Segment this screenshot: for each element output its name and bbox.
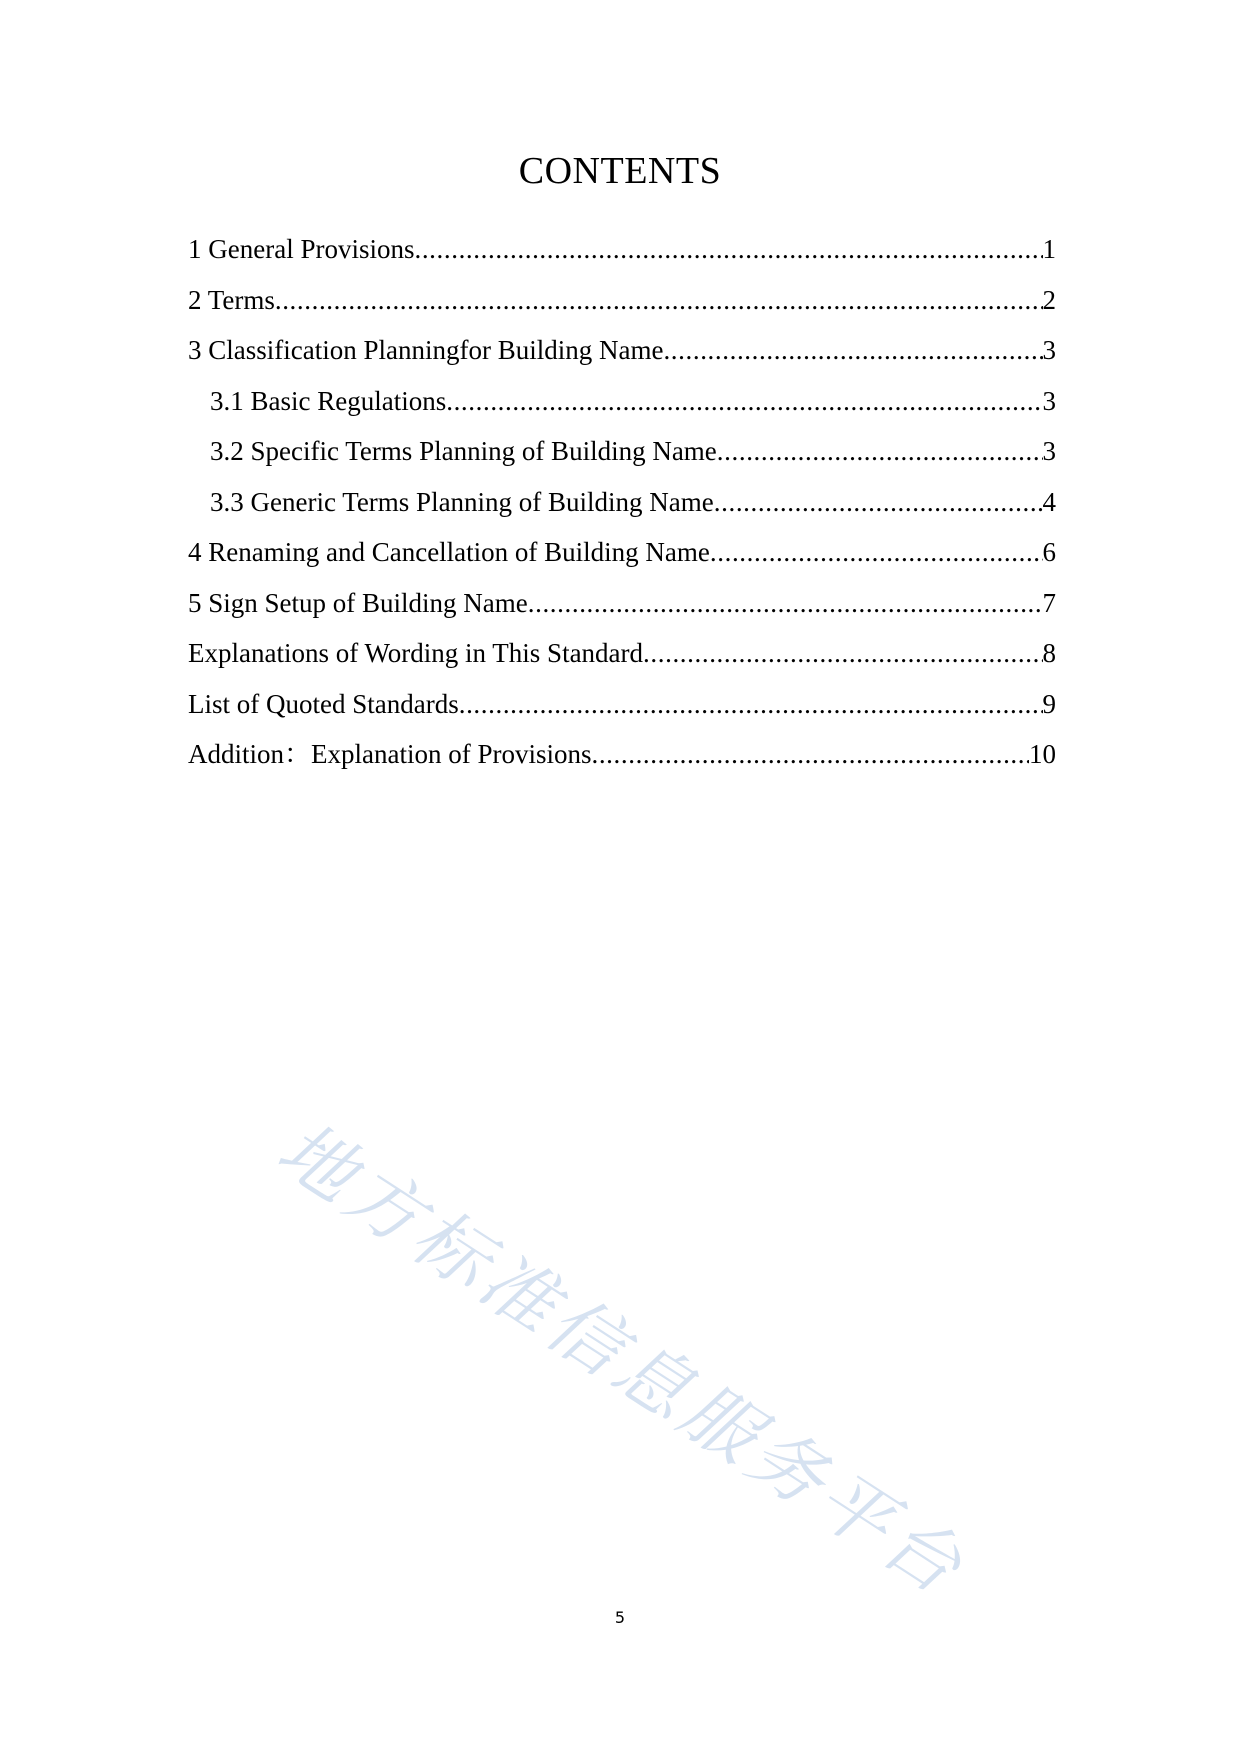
watermark: 地方标准信息服务平台 bbox=[262, 1105, 981, 1614]
toc-entry-page: 1 bbox=[1042, 234, 1056, 264]
toc-entry-generic-terms-planning[interactable] bbox=[188, 484, 1056, 535]
toc-entry-title: 1 General Provisions bbox=[188, 234, 415, 264]
toc-entry-title: 3 Classification Planningfor Building Name bbox=[188, 335, 664, 365]
page-number: 5 bbox=[614, 1608, 626, 1627]
toc-entry-title: 4 Renaming and Cancellation of Building Name bbox=[188, 537, 710, 567]
toc-entry-general-provisions[interactable] bbox=[188, 231, 1056, 282]
toc-entry-title: 5 Sign Setup of Building Name bbox=[188, 587, 528, 618]
toc-entry-page: 6 bbox=[1042, 537, 1056, 567]
page-title: CONTENTS bbox=[518, 150, 722, 192]
toc-dot-leader bbox=[528, 585, 1043, 621]
toc-entry-page: 7 bbox=[1042, 587, 1056, 618]
toc-entry-quoted-standards[interactable] bbox=[188, 686, 1056, 737]
toc-entry-terms[interactable] bbox=[188, 282, 1056, 333]
toc-entry-title: 3.2 Specific Terms Planning of Building Name bbox=[210, 436, 717, 466]
toc-entry-classification-planning[interactable] bbox=[188, 332, 1056, 383]
toc-dot-leader bbox=[446, 383, 1042, 419]
toc-dot-leader bbox=[710, 534, 1043, 570]
toc-dot-leader bbox=[275, 282, 1043, 318]
toc-dot-leader bbox=[459, 686, 1043, 722]
table-of-contents bbox=[188, 231, 1056, 787]
toc-dot-leader bbox=[663, 332, 1042, 368]
toc-dot-leader bbox=[414, 231, 1042, 267]
toc-entry-basic-regulations[interactable] bbox=[188, 383, 1056, 434]
toc-entry-title: 2 Terms bbox=[188, 284, 275, 315]
toc-entry-page: 2 bbox=[1042, 284, 1056, 315]
toc-dot-leader bbox=[717, 433, 1043, 469]
toc-entry-page: 4 bbox=[1042, 486, 1056, 517]
toc-entry-title: 3.1 Basic Regulations bbox=[210, 385, 447, 416]
toc-entry-title: Addition：Explanation of Provisions bbox=[188, 739, 592, 769]
toc-entry-page: 3 bbox=[1042, 385, 1056, 416]
toc-entry-page: 3 bbox=[1042, 335, 1056, 365]
toc-entry-title: Explanations of Wording in This Standard bbox=[188, 638, 644, 668]
toc-dot-leader bbox=[714, 484, 1043, 520]
toc-entry-renaming-cancellation[interactable] bbox=[188, 534, 1056, 585]
toc-entry-explanation-of-provisions[interactable] bbox=[188, 736, 1056, 787]
toc-entry-specific-terms-planning[interactable] bbox=[188, 433, 1056, 484]
toc-entry-explanations-of-wording[interactable] bbox=[188, 635, 1056, 686]
toc-dot-leader bbox=[591, 736, 1029, 772]
toc-entry-title: List of Quoted Standards bbox=[188, 688, 459, 719]
toc-dot-leader bbox=[643, 635, 1042, 671]
toc-entry-page: 3 bbox=[1042, 436, 1056, 466]
toc-entry-page: 8 bbox=[1042, 638, 1056, 668]
toc-entry-title: 3.3 Generic Terms Planning of Building Name bbox=[210, 486, 714, 517]
toc-entry-page: 10 bbox=[1029, 739, 1056, 769]
toc-entry-sign-setup[interactable] bbox=[188, 585, 1056, 636]
toc-entry-page: 9 bbox=[1042, 688, 1056, 719]
